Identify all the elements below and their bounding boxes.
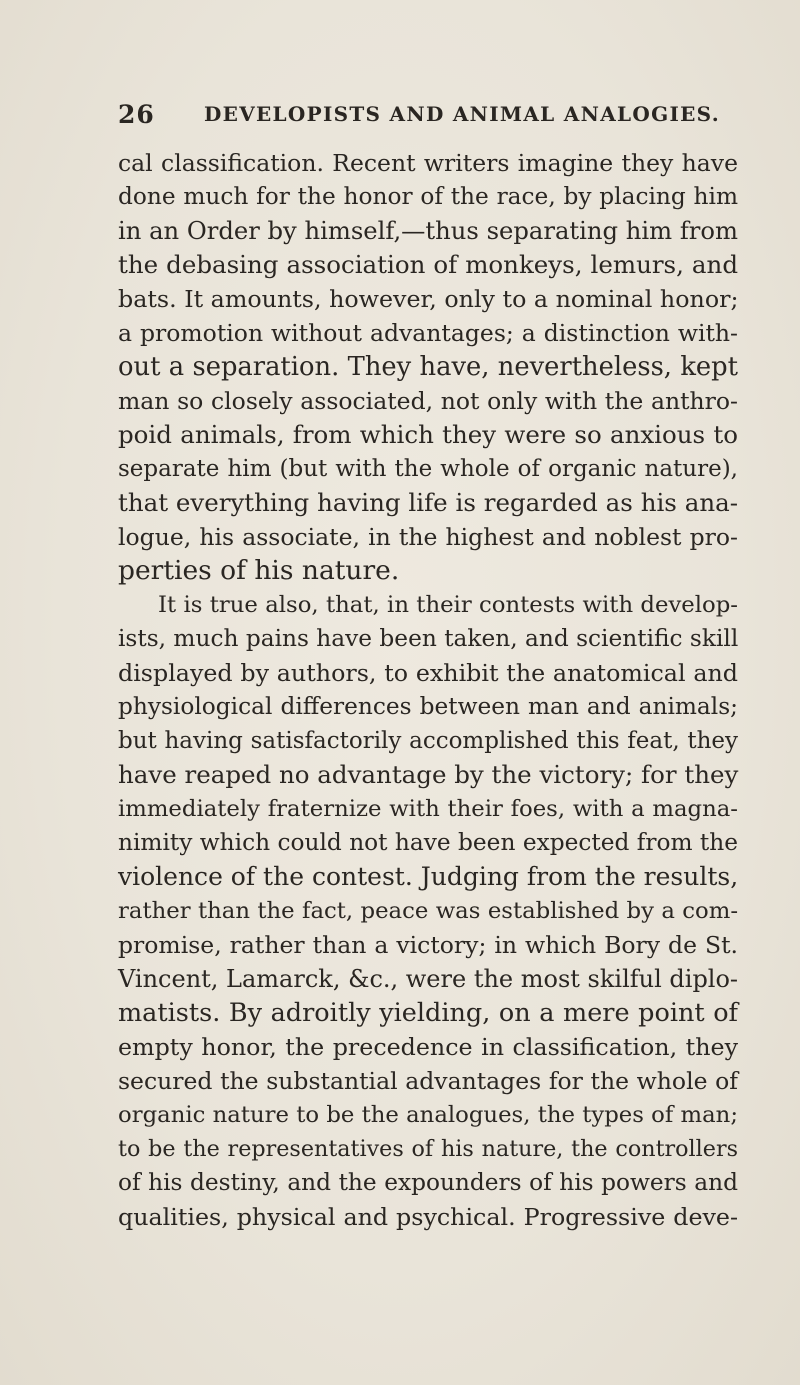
text-line: It is true also, that, in their contests with develop- <box>158 592 738 618</box>
text-line: organic nature to be the analogues, the types of man; <box>118 1102 738 1128</box>
page-number: 26 <box>118 100 155 129</box>
text-line: displayed by authors, to exhibit the anatomical and <box>118 659 738 687</box>
text-line: out a separation. They have, nevertheless, kept <box>118 352 738 382</box>
text-line: in an Order by himself,—thus separating him from <box>118 216 738 245</box>
text-line: separate him (but with the whole of organic nature), <box>118 456 738 482</box>
text-line: the debasing association of monkeys, lemurs, and <box>118 250 738 279</box>
text-line: rather than the fact, peace was established by a com- <box>118 898 738 924</box>
text-line: promise, rather than a victory; in which Bory de St. <box>118 931 738 959</box>
text-line: violence of the contest. Judging from the results, <box>118 862 739 891</box>
text-line: ists, much pains have been taken, and scientific skill <box>118 625 739 652</box>
text-line: poid animals, from which they were so anxious to <box>118 420 738 449</box>
text-line: qualities, physical and psychical. Progressive deve- <box>118 1203 738 1231</box>
text-line: immediately fraternize with their foes, with a magna- <box>118 796 738 822</box>
text-line: secured the substantial advantages for the whole of <box>118 1067 738 1095</box>
text-line: matists. By adroitly yielding, on a mere point of <box>118 998 738 1028</box>
text-line: man so closely associated, not only with the anthro- <box>118 387 738 415</box>
text-line: done much for the honor of the race, by placing him <box>118 183 738 210</box>
running-head: DEVELOPISTS AND ANIMAL ANALOGIES. <box>204 102 720 126</box>
text-line: that everything having life is regarded as his ana- <box>118 488 738 517</box>
text-line: but having satisfactorily accomplished this feat, they <box>118 728 738 754</box>
text-line: of his destiny, and the expounders of his powers and <box>118 1169 738 1196</box>
text-line: nimity which could not have been expected from the <box>118 829 738 856</box>
text-line: have reaped no advantage by the victory; for they <box>118 760 739 789</box>
text-line: to be the representatives of his nature, the controllers <box>118 1136 738 1162</box>
page-header <box>118 100 758 132</box>
body-text <box>118 146 738 1234</box>
text-line: physiological differences between man and animals; <box>118 693 738 720</box>
text-line: a promotion without advantages; a distinction with- <box>118 319 738 347</box>
text-line: empty honor, the precedence in classification, they <box>118 1033 738 1061</box>
text-line: Vincent, Lamarck, &c., were the most skilful diplo- <box>118 965 739 993</box>
text-line: cal classification. Recent writers imagine they have <box>118 149 738 177</box>
text-line: perties of his nature. <box>118 555 400 586</box>
text-line: logue, his associate, in the highest and noblest pro- <box>118 523 738 551</box>
text-line: bats. It amounts, however, only to a nominal honor; <box>118 285 739 313</box>
